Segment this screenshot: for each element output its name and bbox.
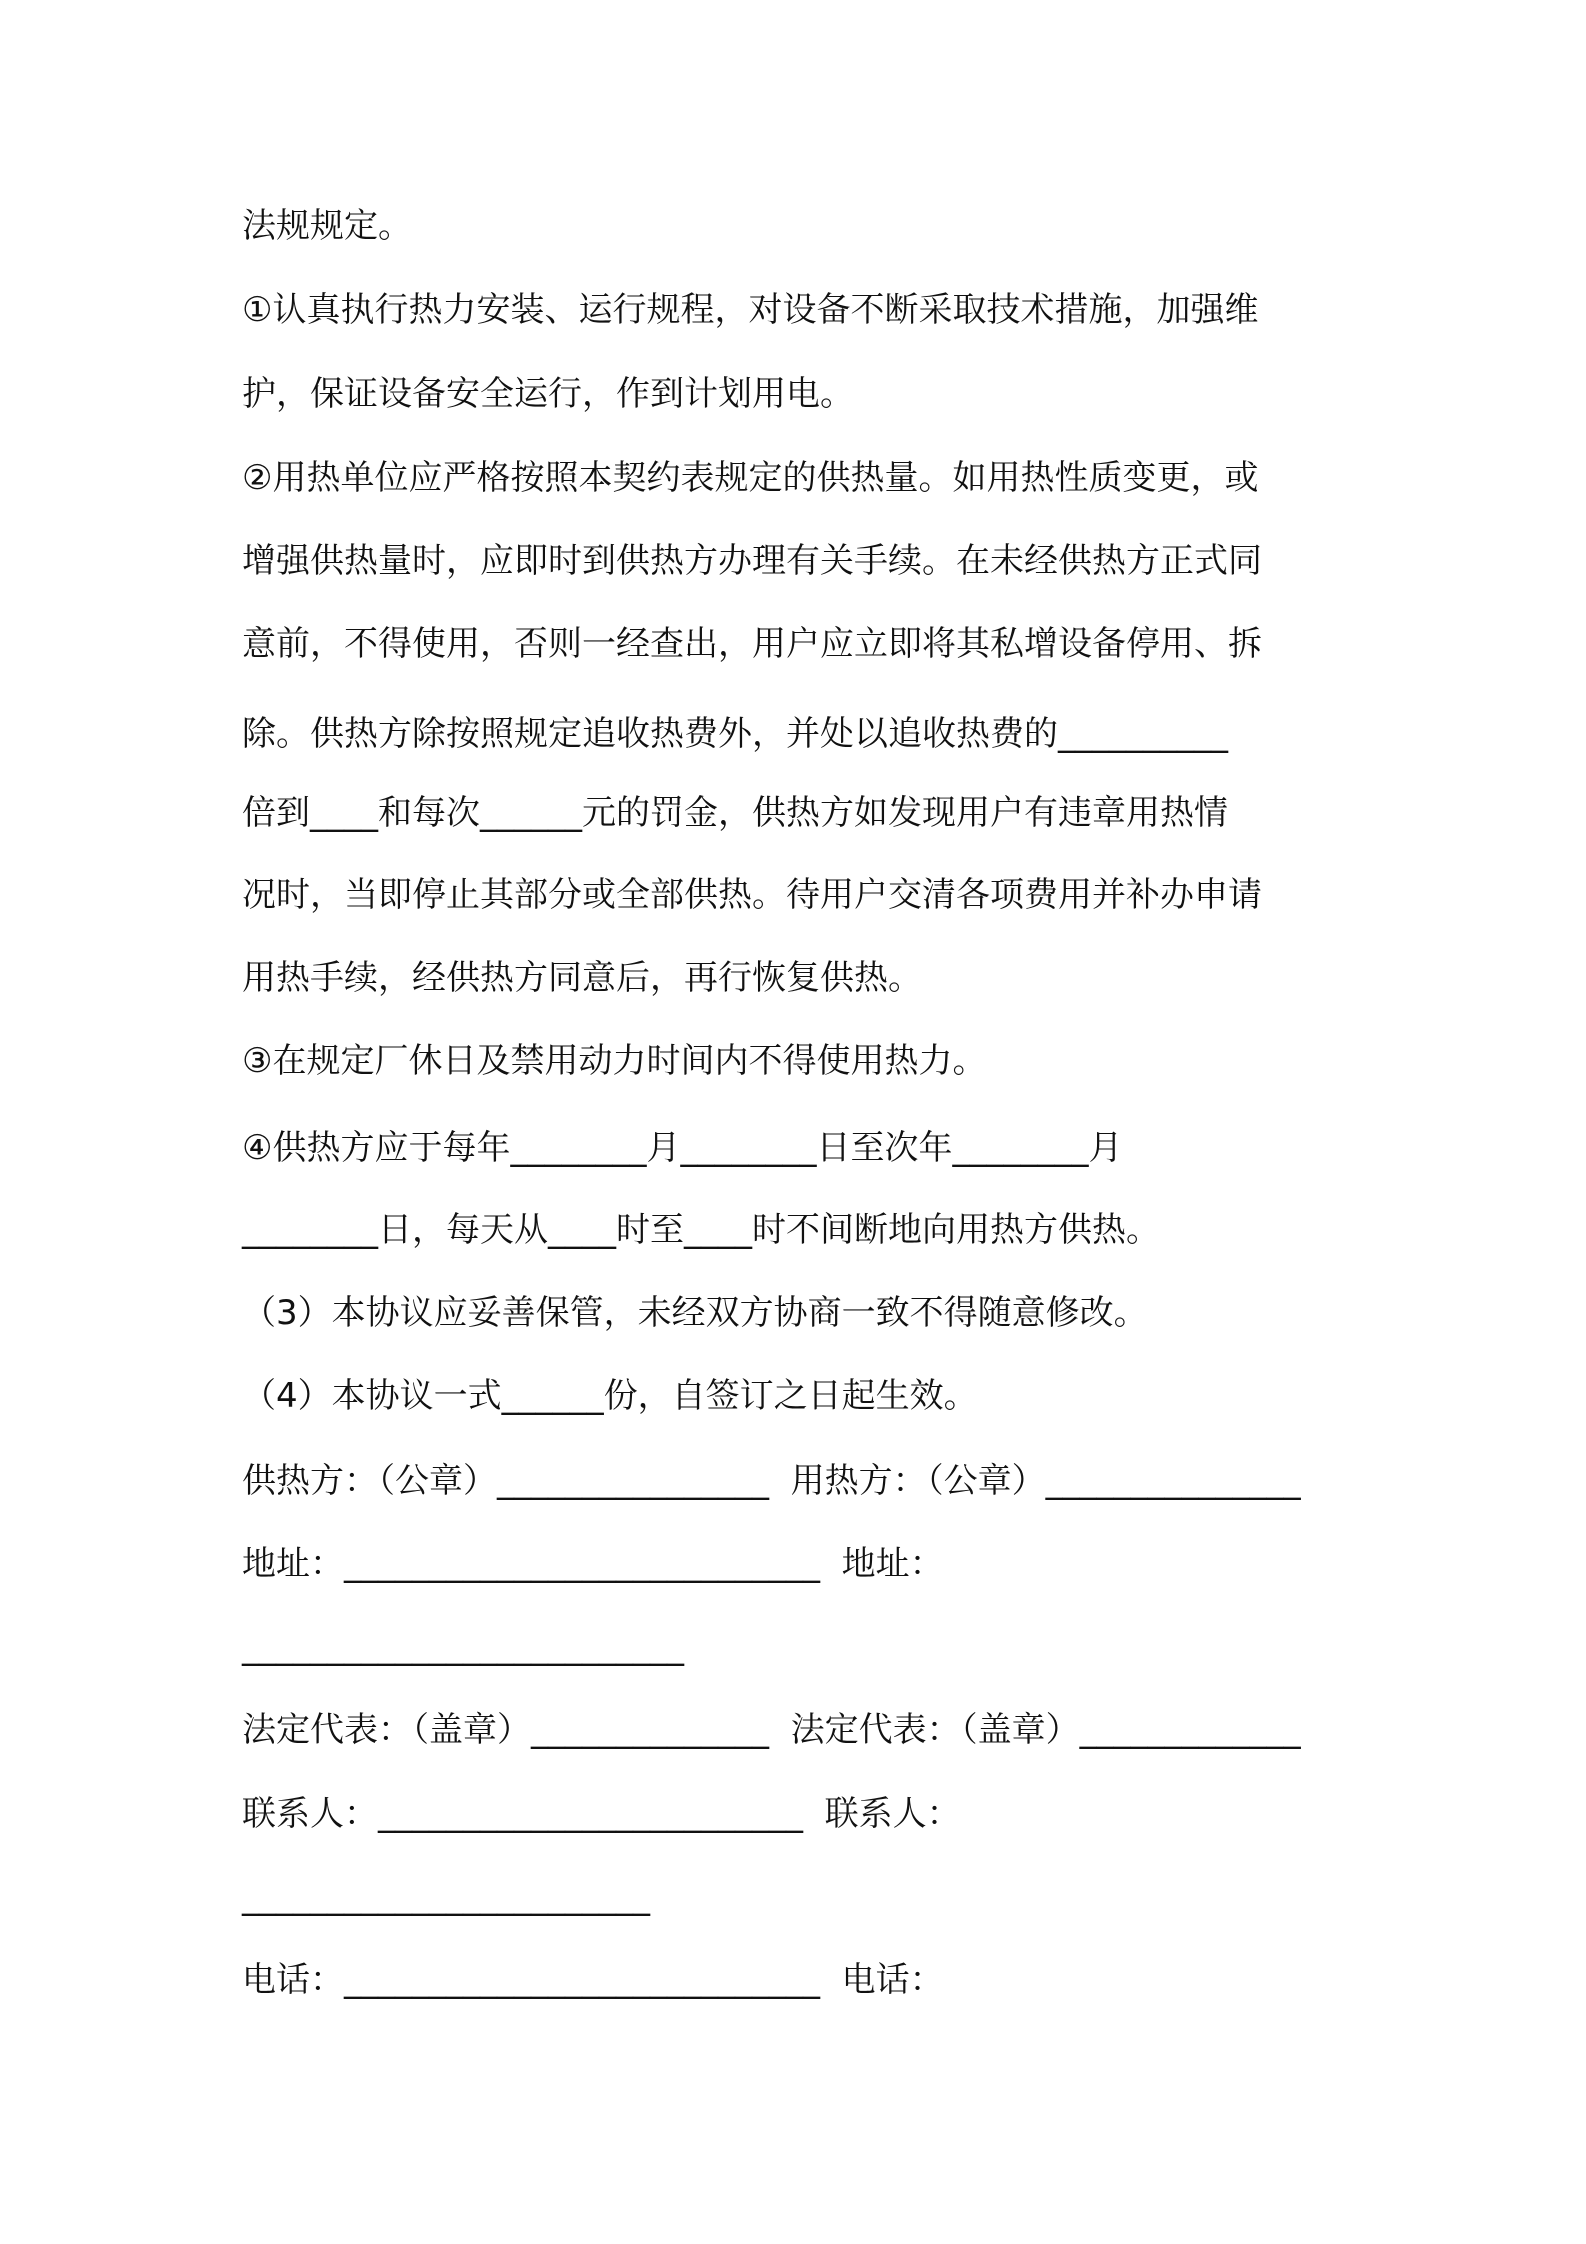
text-line: ________日，每天从____时至____时不间断地向用热方供热。: [242, 1210, 1160, 1250]
text-line: 况时，当即停止其部分或全部供热。待用户交清各项费用并补办申请: [242, 875, 1262, 915]
text-line: ①认真执行热力安装、运行规程，对设备不断采取技术措施，加强维: [242, 290, 1259, 330]
contact-line: 联系人：_________________________ 联系人：: [242, 1794, 961, 1834]
text-line: 用热手续，经供热方同意后，再行恢复供热。: [242, 958, 922, 998]
signature-line-supplier: 供热方：（公章）________________ 用热方：（公章）_______________: [242, 1461, 1301, 1501]
text-line: ②用热单位应严格按照本契约表规定的供热量。如用热性质变更，或: [242, 458, 1259, 498]
address-continuation-line: __________________________: [242, 1627, 684, 1667]
text-line: 护，保证设备安全运行，作到计划用电。: [242, 374, 854, 414]
text-line: ④供热方应于每年________月________日至次年________月: [242, 1128, 1123, 1168]
text-line: 法规规定。: [242, 206, 412, 246]
text-line: ③在规定厂休日及禁用动力时间内不得使用热力。: [242, 1041, 987, 1081]
text-line: （4）本协议一式______份，自签订之日起生效。: [242, 1376, 978, 1416]
address-line: 地址：____________________________ 地址：: [242, 1544, 944, 1584]
text-line: 增强供热量时，应即时到供热方办理有关手续。在未经供热方正式同: [242, 541, 1262, 581]
text-line: 除。供热方除按照规定追收热费外，并处以追收热费的__________: [242, 714, 1228, 754]
text-line: 倍到____和每次______元的罚金，供热方如发现用户有违章用热情: [242, 793, 1228, 833]
legal-representative-line: 法定代表：（盖章）______________ 法定代表：（盖章）_____________: [242, 1710, 1301, 1750]
text-line: （3）本协议应妥善保管，未经双方协商一致不得随意修改。: [242, 1293, 1148, 1333]
phone-line: 电话：____________________________ 电话：: [242, 1960, 944, 2000]
contact-continuation-line: ________________________: [242, 1877, 650, 1917]
text-line: 意前，不得使用，否则一经查出，用户应立即将其私增设备停用、拆: [242, 624, 1262, 664]
